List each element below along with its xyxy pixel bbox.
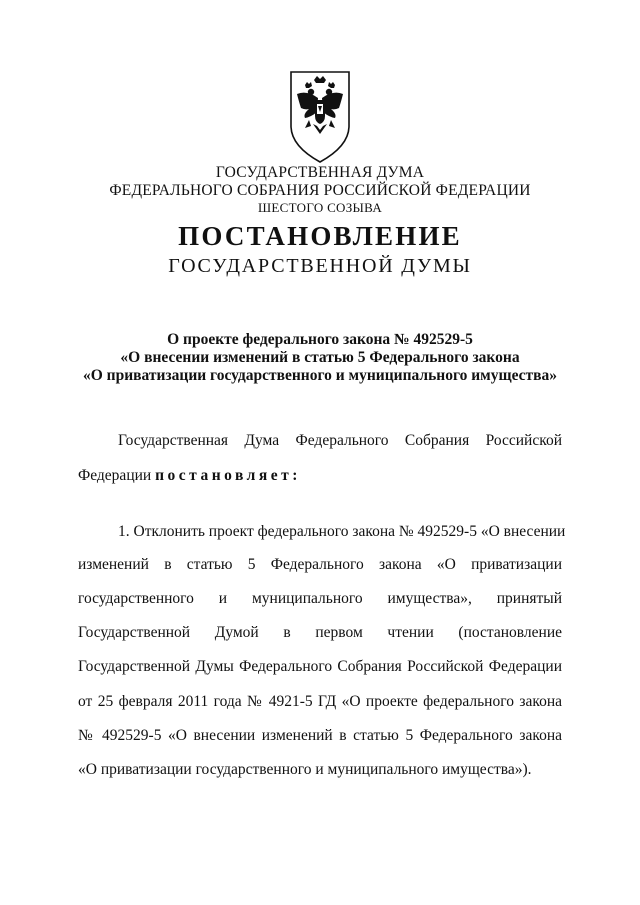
subject-line-3: «О приватизации государственного и муниципального имущества» <box>82 367 558 384</box>
convocation: ШЕСТОГО СОЗЫВА <box>257 200 383 215</box>
paragraph-1-line-1: 1. Отклонить проект федерального закона № 492529-5 «О внесении <box>118 523 566 540</box>
subject-line-2: «О внесении изменений в статью 5 Федерального закона <box>120 349 520 366</box>
paragraph-1-line-5: Государственной Думы Федерального Собрания Российской Федерации <box>78 658 562 675</box>
preamble-start: Федерации <box>78 467 156 484</box>
preamble-line-1: Государственная Дума Федерального Собрания Российской <box>118 432 562 449</box>
paragraph-1-line-8: «О приватизации государственного и муниципального имущества»). <box>78 761 532 778</box>
document-title: ПОСТАНОВЛЕНИЕ <box>178 221 462 251</box>
paragraph-1-line-4: Государственной Думой в первом чтении (постановление <box>78 624 562 641</box>
russian-coat-of-arms-icon <box>287 68 353 164</box>
issuer-name: ГОСУДАРСТВЕННАЯ ДУМА <box>215 164 425 181</box>
issuer-assembly: ФЕДЕРАЛЬНОГО СОБРАНИЯ РОССИЙСКОЙ ФЕДЕРАЦИИ <box>109 182 531 199</box>
paragraph-1-line-6: от 25 февраля 2011 года № 4921-5 ГД «О проекте федерального закона <box>78 693 562 710</box>
preamble-line-2 <box>78 467 562 485</box>
subject-line-1: О проекте федерального закона № 492529-5 <box>167 331 473 348</box>
paragraph-1-line-7: № 492529-5 «О внесении изменений в статью 5 Федерального закона <box>78 727 562 744</box>
resolution-verb: постановляет: <box>155 467 301 484</box>
paragraph-1-line-2: изменений в статью 5 Федерального закона «О приватизации <box>78 556 562 573</box>
document-subtitle: ГОСУДАРСТВЕННОЙ ДУМЫ <box>168 255 472 277</box>
paragraph-1-line-3: государственного и муниципального имущества», принятый <box>78 590 562 607</box>
